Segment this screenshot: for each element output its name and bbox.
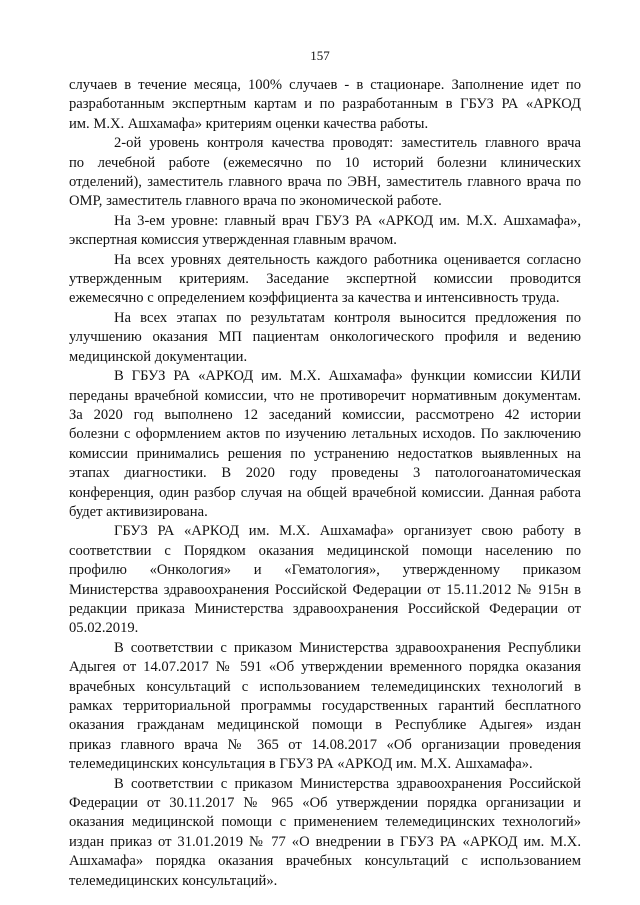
text-line: оказания медицинской помощи с применением телемедицинских технологий» [69, 814, 581, 831]
text-line: телемедицинских консультаций». [69, 872, 278, 889]
document-body [69, 76, 581, 891]
paragraph [69, 639, 581, 775]
text-line: экспертная комиссия утвержденная главным врачом. [69, 232, 397, 249]
text-line: конференция, один разбор случая на общей врачебной комиссии. Данная работа [69, 484, 581, 501]
text-line: медицинской документации. [69, 348, 248, 365]
text-line: болезни с оформлением актов по изучению летальных исходов. По заключению [69, 426, 581, 443]
text-line: переданы врачебной комиссии, что не противоречит нормативным документам. [69, 387, 581, 404]
paragraph [69, 134, 581, 212]
text-line: соответствии с Порядком оказания медицинской помощи населению по [69, 542, 581, 559]
text-line: ежемесячно с определением коэффициента за качества и интенсивность труда. [69, 290, 560, 307]
text-line: ОМР, заместитель главного врача по экономической работе. [69, 193, 442, 210]
text-line: утвержденным критериям. Заседание экспертной комиссии проводится [69, 271, 581, 288]
text-line: издан приказ от 31.01.2019 № 77 «О внедрении в ГБУЗ РА «АРКОД им. М.Х. [69, 833, 581, 850]
text-line: отделений), заместитель главного врача по ЭВН, заместитель главного врача по [69, 174, 581, 191]
text-line: 2-ой уровень контроля качества проводят: заместитель главного врача [114, 135, 581, 152]
text-line: улучшению оказания МП пациентам онкологического профиля и ведению [69, 329, 581, 346]
text-line: рамках территориальной программы государственных гарантий бесплатного [69, 698, 581, 714]
text-line: телемедицинских консультация в ГБУЗ РА «АРКОД им. М.Х. Ашхамафа». [69, 756, 533, 773]
paragraph [69, 309, 581, 367]
text-line: по лечебной работе (ежемесячно по 10 историй болезни клинических [69, 154, 581, 171]
text-line: Министерства здравоохранения Российской Федерации от 15.11.2012 № 915н в [69, 581, 581, 598]
text-line: В соответствии с приказом Министерства здравоохранения Российской [114, 775, 581, 792]
text-line: приказ главного врача № 365 от 14.08.2017 «Об организации проведения [69, 736, 581, 753]
text-line: случаев в течение месяца, 100% случаев - в стационаре. Заполнение идет по [69, 77, 581, 93]
page-number: 157 [310, 48, 330, 63]
text-line: будет активизирована. [69, 503, 208, 520]
text-line: За 2020 год выполнено 12 заседаний комиссии, рассмотрено 42 истории [69, 406, 581, 423]
text-line: врачебных консультаций с использованием телемедицинских технологий в [69, 678, 581, 695]
text-line: оказания гражданам медицинской помощи в Республике Адыгея» издан [69, 717, 581, 734]
text-line: В соответствии с приказом Министерства здравоохранения Республики [114, 639, 581, 656]
text-line: комиссии принимались решения по устранению недостатков выявленных на [69, 445, 581, 462]
paragraph [69, 251, 581, 309]
paragraph [69, 212, 581, 251]
text-line: На 3-ем уровне: главный врач ГБУЗ РА «АРКОД им. М.Х. Ашхамафа», [114, 212, 581, 229]
text-line: На всех уровнях деятельность каждого работника оценивается согласно [114, 251, 581, 268]
text-line: 05.02.2019. [69, 620, 139, 637]
text-line: ГБУЗ РА «АРКОД им. М.Х. Ашхамафа» организует свою работу в [114, 523, 581, 540]
text-line: На всех этапах по результатам контроля выносится предложения по [114, 309, 581, 326]
text-line: разработанным экспертным картам и по разработанным в ГБУЗ РА «АРКОД [69, 96, 581, 113]
text-line: Федерации от 30.11.2017 № 965 «Об утверждении порядка организации и [69, 795, 581, 812]
text-line: этапах диагностики. В 2020 году проведены 3 патологоанатомическая [69, 465, 581, 482]
text-line: редакции приказа Министерства здравоохранения Российской Федерации от [69, 600, 581, 617]
paragraph [69, 76, 581, 134]
text-line: Адыгея от 14.07.2017 № 591 «Об утверждении временного порядка оказания [69, 659, 581, 676]
paragraph [69, 367, 581, 522]
text-line: Ашхамафа» порядка оказания врачебных консультаций с использованием [69, 853, 581, 870]
text-line: В ГБУЗ РА «АРКОД им. М.Х. Ашхамафа» функции комиссии КИЛИ [114, 368, 581, 385]
text-line: профилю «Онкология» и «Гематология», утвержденному приказом [69, 562, 581, 579]
text-line: им. М.Х. Ашхамафа» критериям оценки качества работы. [69, 115, 429, 132]
paragraph [69, 775, 581, 891]
paragraph [69, 522, 581, 638]
